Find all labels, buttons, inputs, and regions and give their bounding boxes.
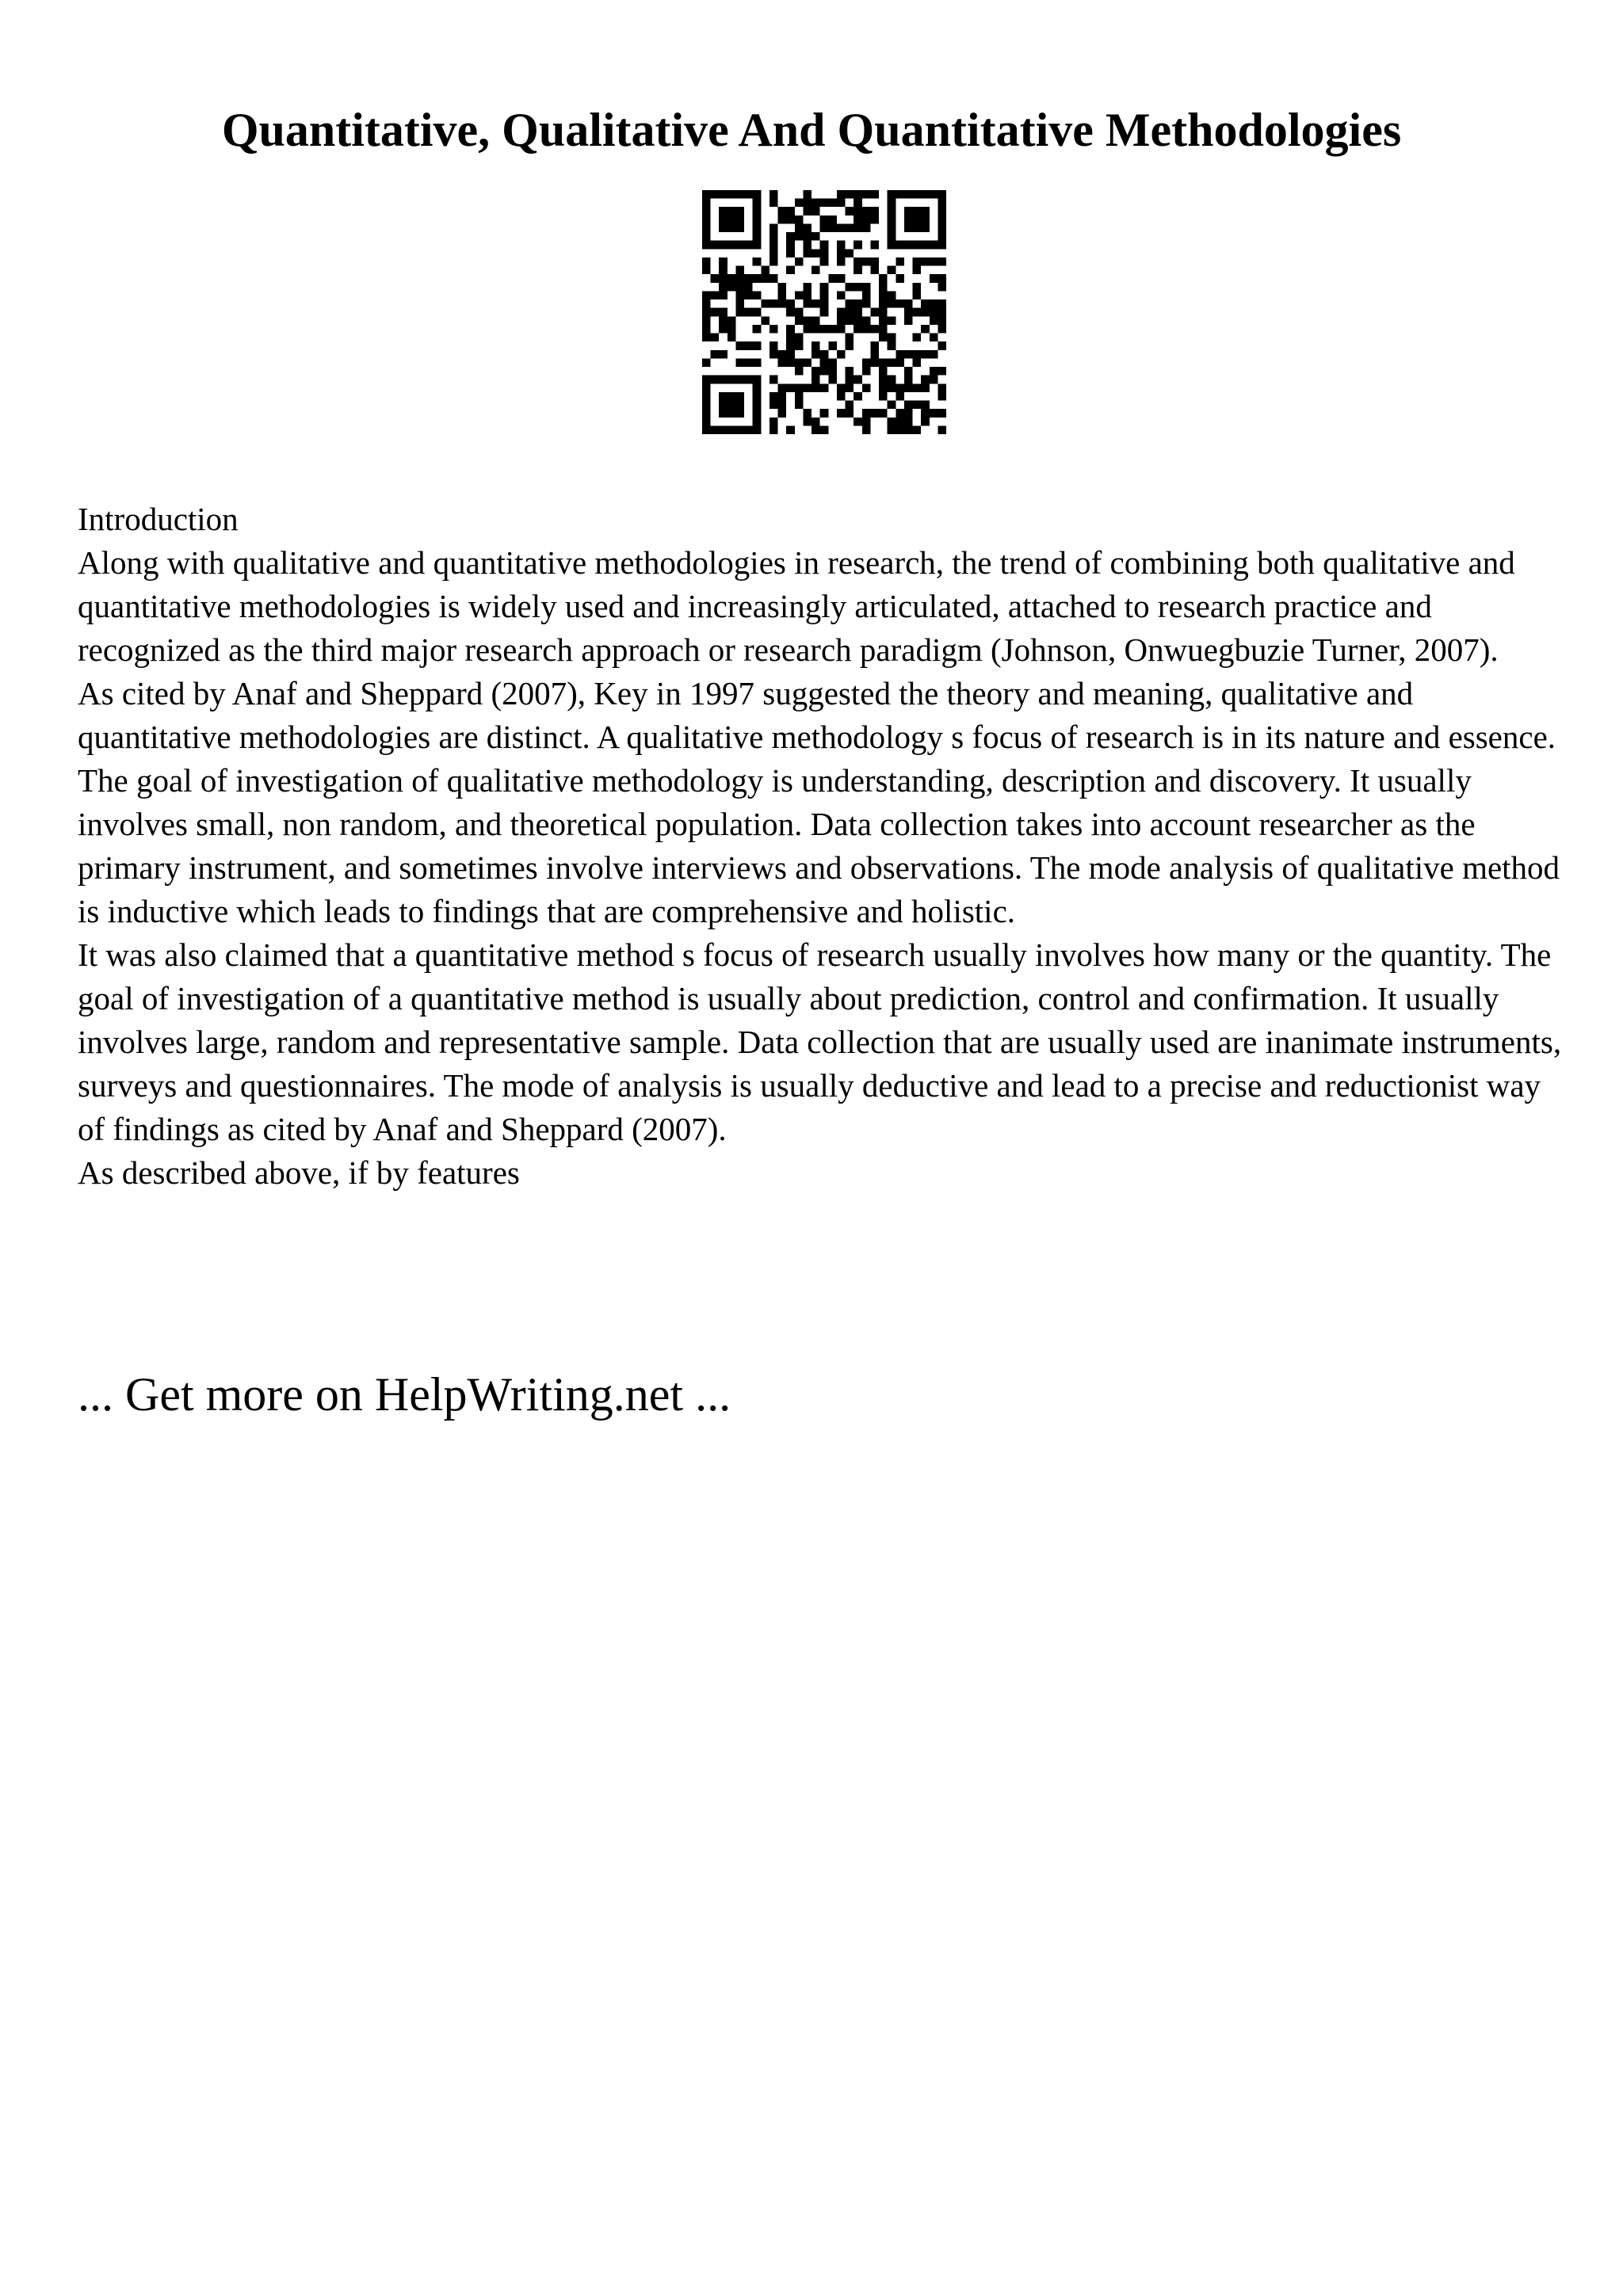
body-paragraph: As cited by Anaf and Sheppard (2007), Key in 1997 suggested the theory and meaning, qualitative and quantitative methodologies are distinct. A qualitative methodology s focus of research is in its nature and essence. The goal of investigation of qualitative methodology is understanding, description and discovery. It usually involves small, non random, and theoretical population. Data collection takes into account researcher as the primary instrument, and sometimes involve interviews and observations. The mode analysis of qualitative method is inductive which leads to findings that are comprehensive and holistic.: [78, 675, 1560, 929]
document-body: [78, 498, 1568, 1195]
body-paragraph: It was also claimed that a quantitative method s focus of research usually involves how many or the quantity. The goal of investigation of a quantitative method is usually about prediction, control and confirmation. It usually involves large, random and representative sample. Data collection that are usually used are inanimate instruments, surveys and questionnaires. The mode of analysis is usually deductive and lead to a precise and reductionist way of findings as cited by Anaf and Sheppard (2007).: [78, 936, 1562, 1147]
body-paragraph: As described above, if by features: [78, 1154, 520, 1191]
qr-code-icon: [702, 190, 946, 434]
get-more-link[interactable]: ... Get more on HelpWriting.net ...: [78, 1368, 731, 1421]
body-paragraph: Along with qualitative and quantitative methodologies in research, the trend of combining both qualitative and quantitative methodologies is widely used and increasingly articulated, attached to research practice and recognized as the third major research approach or research paradigm (Johnson, Onwuegbuzie Turner, 2007).: [78, 544, 1515, 668]
document-title: Quantitative, Qualitative And Quantitative Methodologies: [221, 104, 1402, 156]
section-heading-introduction: Introduction: [78, 501, 239, 537]
